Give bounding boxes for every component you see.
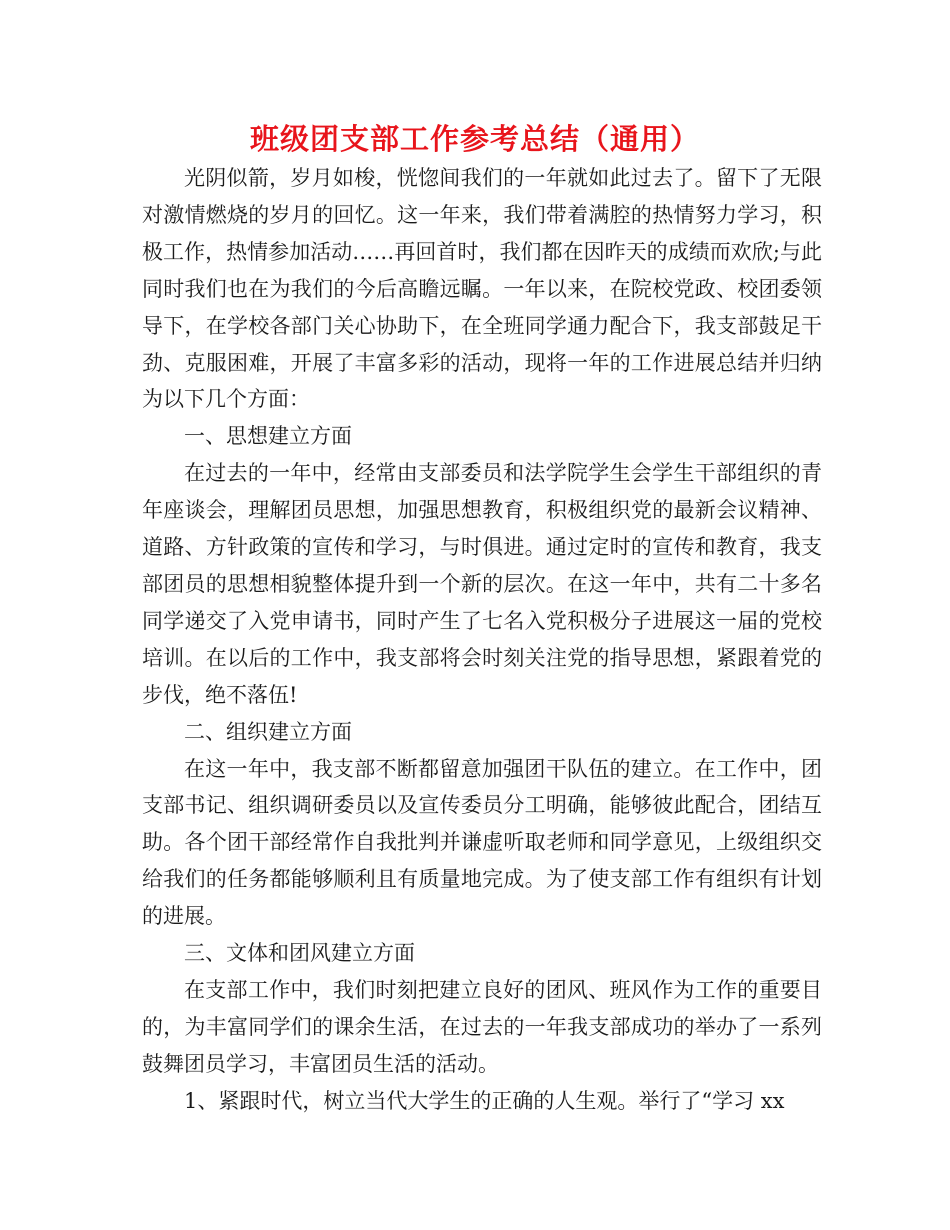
document-body bbox=[142, 160, 822, 1120]
paragraph-intro: 光阴似箭，岁月如梭，恍惚间我们的一年就如此过去了。留下了无限对激情燃烧的岁月的回忆。这一年来，我们带着满腔的热情努力学习，积极工作，热情参加活动……再回首时，我们都在因昨天的成绩而欢欣;与此同时我们也在为我们的今后高瞻远瞩。一年以来，在院校党政、校团委领导下，在学校各部门关心协助下，在全班同学通力配合下，我支部鼓足干劲、克服困难，开展了丰富多彩的活动，现将一年的工作进展总结并归纳为以下几个方面： bbox=[142, 166, 822, 412]
paragraph-organization: 在这一年中，我支部不断都留意加强团干队伍的建立。在工作中，团支部书记、组织调研委员以及宣传委员分工明确，能够彼此配合，团结互助。各个团干部经常作自我批判并谦虚听取老师和同学意见，上级组织交给我们的任务都能够顺利且有质量地完成。为了使支部工作有组织有计划的进展。 bbox=[142, 756, 822, 929]
section-heading-ideology: 一、思想建立方面 bbox=[184, 424, 352, 449]
paragraph-ideology: 在过去的一年中，经常由支部委员和法学院学生会学生干部组织的青年座谈会，理解团员思想，加强思想教育，积极组织党的最新会议精神、道路、方针政策的宣传和学习，与时俱进。通过定时的宣传和教育，我支部团员的思想相貌整体提升到一个新的层次。在这一年中，共有二十多名同学递交了入党申请书，同时产生了七名入党积极分子进展这一届的党校培训。在以后的工作中，我支部将会时刻关注党的指导思想，紧跟着党的步伐，绝不落伍! bbox=[142, 461, 822, 707]
paragraph-item-1: 1、紧跟时代，树立当代大学生的正确的人生观。举行了“学习 xx bbox=[184, 1088, 785, 1113]
document-title: 班级团支部工作参考总结（通用） bbox=[249, 122, 700, 156]
section-heading-culture: 三、文体和团风建立方面 bbox=[184, 941, 415, 966]
paragraph-culture: 在支部工作中，我们时刻把建立良好的团风、班风作为工作的重要目的，为丰富同学们的课余生活，在过去的一年我支部成功的举办了一系列鼓舞团员学习，丰富团员生活的活动。 bbox=[142, 977, 822, 1076]
section-heading-organization: 二、组织建立方面 bbox=[184, 719, 352, 744]
